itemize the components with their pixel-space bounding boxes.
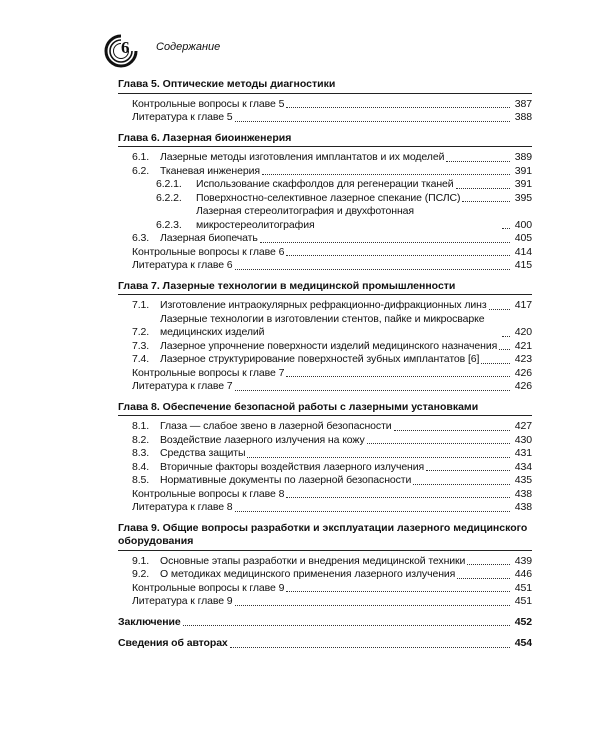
toc-closing-title: Заключение bbox=[118, 615, 181, 628]
toc-entry-page: 431 bbox=[514, 447, 532, 459]
dot-leader bbox=[286, 255, 510, 256]
chapter-section bbox=[118, 401, 532, 515]
chapter-divider bbox=[118, 415, 532, 416]
toc-entry-page: 391 bbox=[514, 178, 532, 190]
toc-entry-number: 9.1. bbox=[132, 554, 150, 567]
page-number: 6 bbox=[121, 38, 130, 57]
toc-entry-page: 423 bbox=[514, 353, 532, 365]
toc-closing-page: 454 bbox=[514, 637, 532, 649]
toc-entry-title: Лазерное упрочнение поверхности изделий медицинского назначения bbox=[160, 339, 498, 352]
dot-leader bbox=[235, 605, 510, 606]
toc-entry-title: Литература к главе 9 bbox=[132, 595, 233, 607]
toc-entry-page: 451 bbox=[514, 581, 532, 594]
toc-entry-title: Основные этапы разработки и внедрения медицинской техники bbox=[160, 554, 466, 567]
toc-entry-title: Поверхностно-селективное лазерное спекание (ПСЛС) bbox=[196, 191, 461, 204]
dot-leader bbox=[286, 497, 510, 498]
toc-entry-page: 389 bbox=[514, 151, 532, 163]
toc-entry-title: Лазерные технологии в изготовлении стентов, пайке и микросварке медицинских изделий bbox=[160, 312, 485, 338]
dot-leader bbox=[286, 591, 510, 592]
dot-leader bbox=[235, 121, 510, 122]
dot-leader bbox=[499, 349, 510, 350]
toc-entry-title: Изготовление интраокулярных рефракционно-дифракционных линз bbox=[160, 299, 487, 311]
toc-entry-title: Литература к главе 6 bbox=[132, 259, 233, 271]
dot-leader bbox=[502, 228, 510, 229]
dot-leader bbox=[467, 564, 510, 565]
toc-entry-page: 387 bbox=[514, 97, 532, 110]
chapter-divider bbox=[118, 146, 532, 147]
toc-entry-title: Средства защиты bbox=[160, 447, 246, 459]
chapter-title[interactable]: Глава 6. Лазерная биоинженерия bbox=[118, 131, 292, 144]
chapter-section bbox=[118, 280, 532, 394]
toc-entry[interactable] bbox=[118, 151, 532, 165]
toc-entry-number: 9.2. bbox=[132, 568, 150, 580]
toc-entry-page: 434 bbox=[514, 460, 532, 473]
toc-entry-title: Лазерное структурирование поверхностей зубных имплантатов [6] bbox=[160, 353, 480, 365]
toc-entry-title: Лазерная биопечать bbox=[160, 232, 258, 244]
dot-leader bbox=[394, 430, 510, 431]
dot-leader bbox=[489, 309, 510, 310]
toc-entry-page: 388 bbox=[514, 111, 532, 123]
toc-entry-title: Контрольные вопросы к главе 7 bbox=[132, 366, 285, 379]
toc-entry-number: 6.2. bbox=[132, 164, 150, 177]
toc-entry[interactable] bbox=[118, 299, 532, 313]
toc-entry[interactable] bbox=[118, 353, 532, 367]
toc-entry-page: 430 bbox=[514, 433, 532, 446]
header-title: Содержание bbox=[156, 41, 221, 53]
chapter-section bbox=[118, 78, 532, 125]
toc-entry[interactable] bbox=[118, 192, 532, 206]
toc-entry-title: Лазерная стереолитография и двухфотонная микростереолитография bbox=[196, 205, 414, 231]
toc-entry[interactable] bbox=[118, 488, 532, 502]
toc-entry-page: 420 bbox=[514, 326, 532, 338]
chapter-divider bbox=[118, 294, 532, 295]
toc-entry-title: Нормативные документы по лазерной безопасности bbox=[160, 474, 412, 486]
table-of-contents bbox=[118, 78, 532, 659]
toc-entry[interactable] bbox=[118, 461, 532, 475]
dot-leader bbox=[502, 336, 510, 337]
toc-entry-title: Лазерные методы изготовления имплантатов и их моделей bbox=[160, 151, 445, 163]
dot-leader bbox=[426, 470, 510, 471]
toc-entry-number: 7.2. bbox=[132, 326, 150, 338]
toc-closing-entry[interactable] bbox=[118, 616, 532, 630]
toc-entry[interactable] bbox=[118, 434, 532, 448]
toc-entry-number: 6.3. bbox=[132, 232, 150, 244]
toc-entry[interactable] bbox=[118, 474, 532, 488]
chapter-title[interactable]: Глава 7. Лазерные технологии в медицинской промышленности bbox=[118, 279, 456, 292]
toc-entry[interactable] bbox=[118, 98, 532, 112]
toc-entry[interactable] bbox=[118, 380, 532, 394]
toc-entry-number: 8.3. bbox=[132, 447, 150, 459]
toc-entry-title: Контрольные вопросы к главе 6 bbox=[132, 245, 285, 258]
toc-entry-title: Вторичные факторы воздействия лазерного излучения bbox=[160, 460, 425, 473]
dot-leader bbox=[262, 174, 510, 175]
toc-entry-page: 439 bbox=[514, 554, 532, 567]
toc-entry-title: О методиках медицинского применения лазерного излучения bbox=[160, 568, 456, 580]
toc-entry-number: 7.3. bbox=[132, 339, 150, 352]
toc-entry[interactable] bbox=[118, 246, 532, 260]
chapter-divider bbox=[118, 550, 532, 551]
toc-entry[interactable] bbox=[118, 555, 532, 569]
chapter-title[interactable]: Глава 8. Обеспечение безопасной работы с лазерными установками bbox=[118, 400, 479, 413]
toc-entry-title: Литература к главе 8 bbox=[132, 501, 233, 513]
toc-closing-page: 452 bbox=[514, 615, 532, 628]
dot-leader bbox=[183, 625, 510, 626]
toc-entry-page: 391 bbox=[514, 164, 532, 177]
toc-entry[interactable] bbox=[118, 367, 532, 381]
toc-entry[interactable] bbox=[118, 205, 532, 232]
toc-entry[interactable] bbox=[118, 595, 532, 609]
toc-entry-number: 6.2.1. bbox=[156, 178, 182, 190]
toc-entry-page: 451 bbox=[514, 595, 532, 607]
toc-entry[interactable] bbox=[118, 178, 532, 192]
toc-entry-title: Воздействие лазерного излучения на кожу bbox=[160, 433, 365, 446]
dot-leader bbox=[367, 443, 510, 444]
toc-entry-title: Тканевая инженерия bbox=[160, 164, 260, 177]
toc-entry-page: 446 bbox=[514, 568, 532, 580]
dot-leader bbox=[260, 242, 510, 243]
toc-entry-page: 438 bbox=[514, 487, 532, 500]
toc-entry-number: 8.4. bbox=[132, 460, 150, 473]
toc-entry-number: 6.2.3. bbox=[156, 218, 182, 231]
toc-entry-page: 435 bbox=[514, 474, 532, 486]
dot-leader bbox=[235, 390, 510, 391]
dot-leader bbox=[456, 188, 510, 189]
toc-entry-number: 7.4. bbox=[132, 353, 150, 365]
toc-entry-title: Глаза — слабое звено в лазерной безопасности bbox=[160, 420, 392, 432]
toc-entry-title: Использование скаффолдов для регенерации тканей bbox=[196, 178, 454, 190]
toc-entry[interactable] bbox=[118, 313, 532, 340]
toc-entry-page: 400 bbox=[514, 218, 532, 231]
dot-leader bbox=[413, 484, 510, 485]
toc-entry[interactable] bbox=[118, 340, 532, 354]
toc-entry-page: 415 bbox=[514, 259, 532, 271]
dot-leader bbox=[457, 578, 510, 579]
toc-closing-title: Сведения об авторах bbox=[118, 637, 228, 649]
toc-entry-number: 6.1. bbox=[132, 151, 150, 163]
toc-entry-title: Контрольные вопросы к главе 5 bbox=[132, 97, 285, 110]
dot-leader bbox=[230, 647, 510, 648]
dot-leader bbox=[286, 107, 510, 108]
chapter-title[interactable]: Глава 9. Общие вопросы разработки и эксплуатации лазерного медицинского оборудования bbox=[118, 521, 528, 547]
dot-leader bbox=[247, 457, 510, 458]
toc-entry-number: 8.1. bbox=[132, 420, 150, 432]
toc-entry[interactable] bbox=[118, 232, 532, 246]
page-header bbox=[104, 34, 404, 64]
toc-entry-page: 438 bbox=[514, 501, 532, 513]
toc-entry[interactable] bbox=[118, 111, 532, 125]
toc-entry-page: 426 bbox=[514, 366, 532, 379]
toc-entry-title: Контрольные вопросы к главе 9 bbox=[132, 581, 285, 594]
toc-entry[interactable] bbox=[118, 259, 532, 273]
toc-entry-page: 426 bbox=[514, 380, 532, 392]
toc-entry[interactable] bbox=[118, 420, 532, 434]
toc-entry[interactable] bbox=[118, 501, 532, 515]
toc-entry-page: 395 bbox=[514, 191, 532, 204]
toc-entry-title: Литература к главе 7 bbox=[132, 380, 233, 392]
toc-entry-number: 8.2. bbox=[132, 433, 150, 446]
dot-leader bbox=[446, 161, 510, 162]
dot-leader bbox=[481, 363, 510, 364]
toc-entry-number: 7.1. bbox=[132, 299, 150, 311]
dot-leader bbox=[235, 511, 510, 512]
toc-entry[interactable] bbox=[118, 582, 532, 596]
dot-leader bbox=[462, 201, 510, 202]
chapter-title[interactable]: Глава 5. Оптические методы диагностики bbox=[118, 78, 336, 90]
chapter-section bbox=[118, 522, 532, 609]
toc-entry-page: 414 bbox=[514, 245, 532, 258]
toc-entry[interactable] bbox=[118, 568, 532, 582]
toc-entry-page: 405 bbox=[514, 232, 532, 244]
chapter-divider bbox=[118, 93, 532, 94]
toc-entry-page: 417 bbox=[514, 299, 532, 311]
chapter-section bbox=[118, 132, 532, 273]
toc-entry-title: Контрольные вопросы к главе 8 bbox=[132, 487, 285, 500]
toc-entry-number: 8.5. bbox=[132, 474, 150, 486]
toc-entry-number: 6.2.2. bbox=[156, 191, 182, 204]
toc-entry[interactable] bbox=[118, 447, 532, 461]
dot-leader bbox=[286, 376, 510, 377]
toc-entry-page: 421 bbox=[514, 339, 532, 352]
toc-closing-entry[interactable] bbox=[118, 637, 532, 651]
toc-entry[interactable] bbox=[118, 165, 532, 179]
toc-entry-page: 427 bbox=[514, 420, 532, 432]
toc-entry-title: Литература к главе 5 bbox=[132, 111, 233, 123]
dot-leader bbox=[235, 269, 510, 270]
